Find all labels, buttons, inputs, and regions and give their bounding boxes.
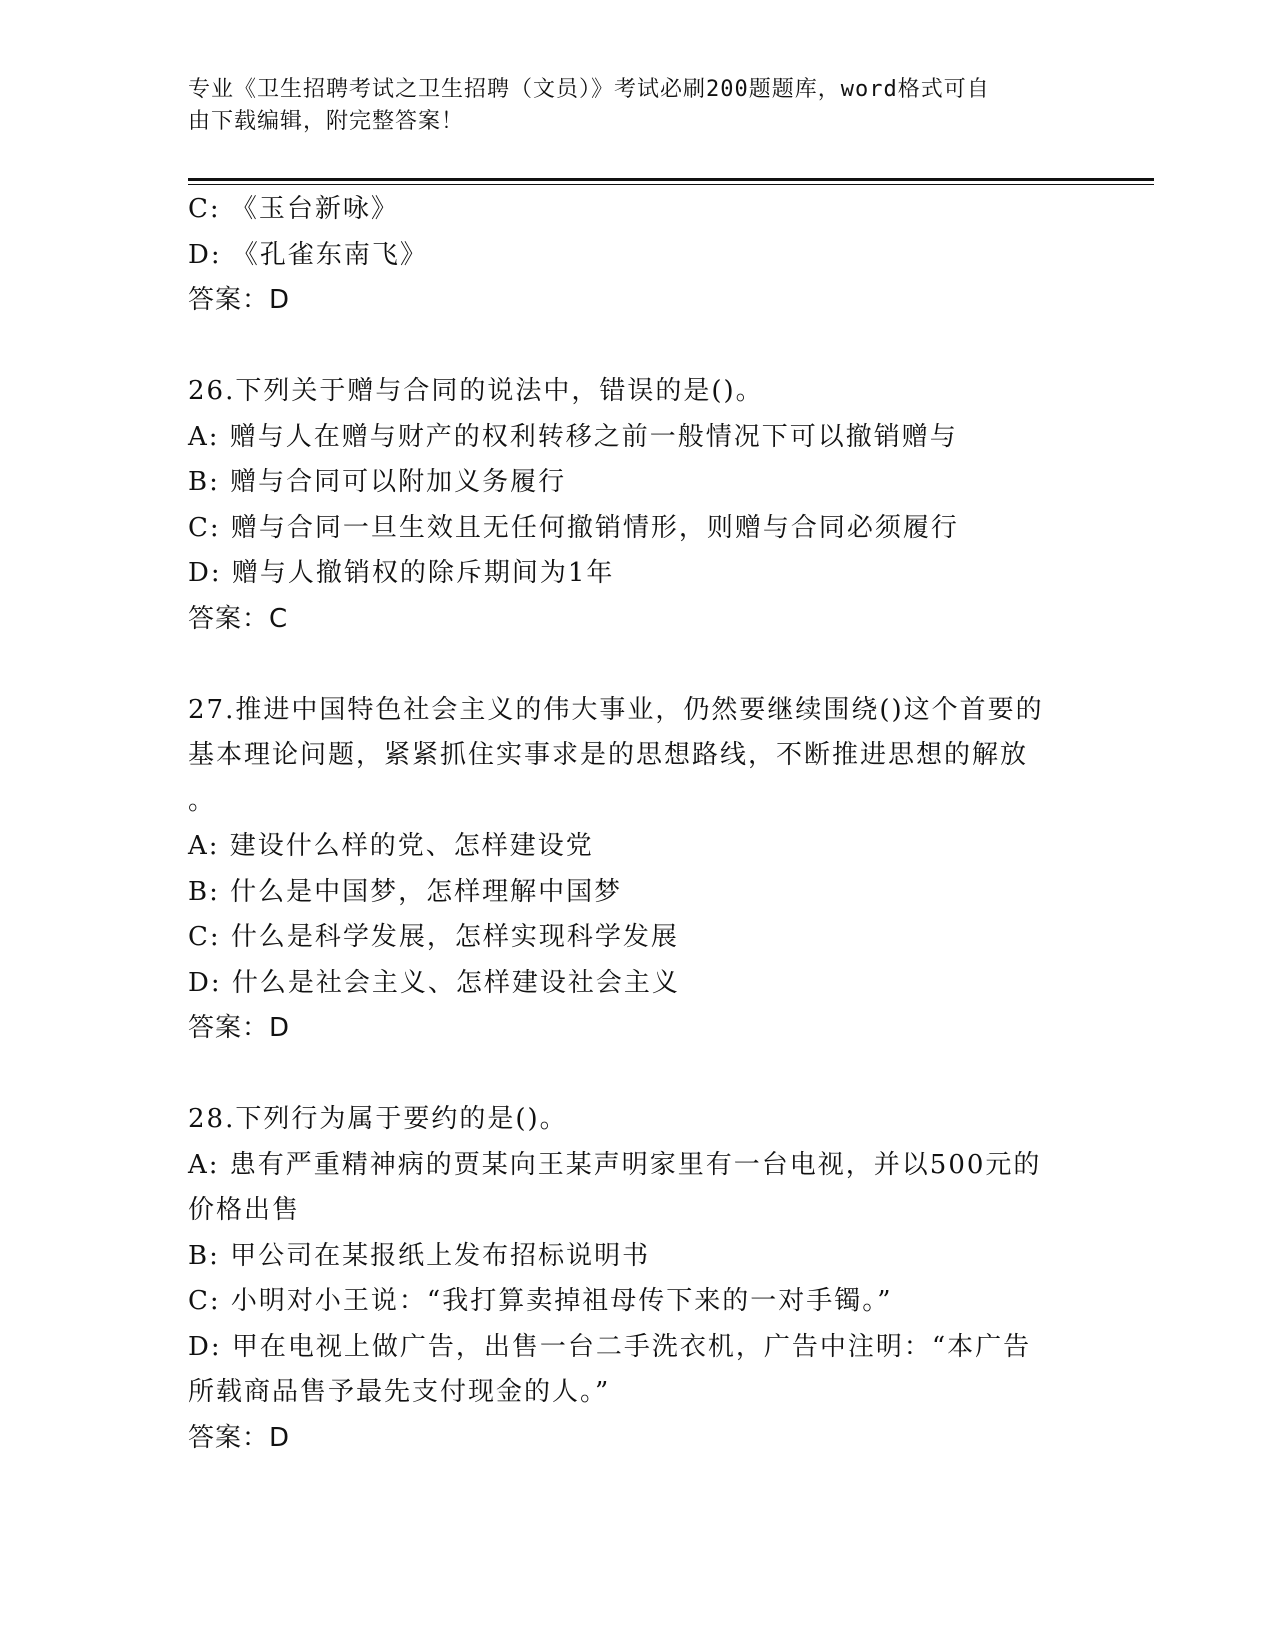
- option-d: D: 《孔雀东南飞》: [188, 239, 428, 270]
- question-content: [188, 187, 1068, 1461]
- option-d: D: 什么是社会主义、怎样建设社会主义: [188, 967, 680, 998]
- option-d: D: 甲在电视上做广告，出售一台二手洗衣机，广告中注明：“本广告: [188, 1331, 1032, 1362]
- spacer: [188, 1052, 1068, 1098]
- option-d: D: 赠与人撤销权的除斥期间为1年: [188, 558, 615, 588]
- answer-line: 答案：C: [188, 603, 289, 634]
- option-c: C: 赠与合同一旦生效且无任何撤销情形，则赠与合同必须履行: [188, 512, 959, 543]
- question-26-stem: 26.下列关于赠与合同的说法中，错误的是()。: [188, 376, 764, 406]
- question-26-block: [188, 369, 1068, 642]
- answer-line: 答案：D: [188, 1013, 291, 1043]
- option-c: C: 什么是科学发展，怎样实现科学发展: [188, 922, 679, 952]
- option-a-continued: 价格出售: [188, 1195, 301, 1225]
- option-c: C: 《玉台新咏》: [188, 194, 399, 224]
- previous-question-block: [188, 187, 1068, 324]
- option-b: B: 甲公司在某报纸上发布招标说明书: [188, 1240, 651, 1271]
- header-line-2: 由下载编辑，附完整答案！: [188, 109, 465, 134]
- question-28-stem: 28.下列行为属于要约的是()。: [188, 1104, 568, 1134]
- option-b: B: 赠与合同可以附加义务履行: [188, 467, 567, 497]
- option-d-continued: 所载商品售予最先支付现金的人。”: [188, 1377, 611, 1407]
- option-a: A: 患有严重精神病的贾某向王某声明家里有一台电视，并以500元的: [188, 1149, 1042, 1180]
- spacer: [188, 324, 1068, 370]
- spacer: [188, 642, 1068, 688]
- option-a: A: 建设什么样的党、怎样建设党: [188, 831, 594, 861]
- question-27-stem-line: 。: [188, 785, 217, 816]
- option-b: B: 什么是中国梦，怎样理解中国梦: [188, 876, 623, 907]
- question-27-block: [188, 688, 1068, 1052]
- answer-line: 答案：D: [188, 285, 291, 315]
- option-a: A: 赠与人在赠与财产的权利转移之前一般情况下可以撤销赠与: [188, 421, 958, 452]
- header-divider-thin: [188, 184, 1154, 185]
- question-28-block: [188, 1097, 1068, 1461]
- option-c: C: 小明对小王说：“我打算卖掉祖母传下来的一对手镯。”: [188, 1286, 893, 1316]
- question-27-stem-line: 27.推进中国特色社会主义的伟大事业，仍然要继续围绕()这个首要的: [188, 694, 1044, 725]
- question-27-stem-line: 基本理论问题，紧紧抓住实事求是的思想路线，不断推进思想的解放: [188, 740, 1029, 770]
- header-divider-thick: [188, 178, 1154, 181]
- answer-line: 答案：D: [188, 1422, 291, 1453]
- page-header: [188, 74, 1068, 138]
- header-line-1: 专业《卫生招聘考试之卫生招聘（文员）》考试必刷200题题库，word格式可自: [188, 77, 990, 102]
